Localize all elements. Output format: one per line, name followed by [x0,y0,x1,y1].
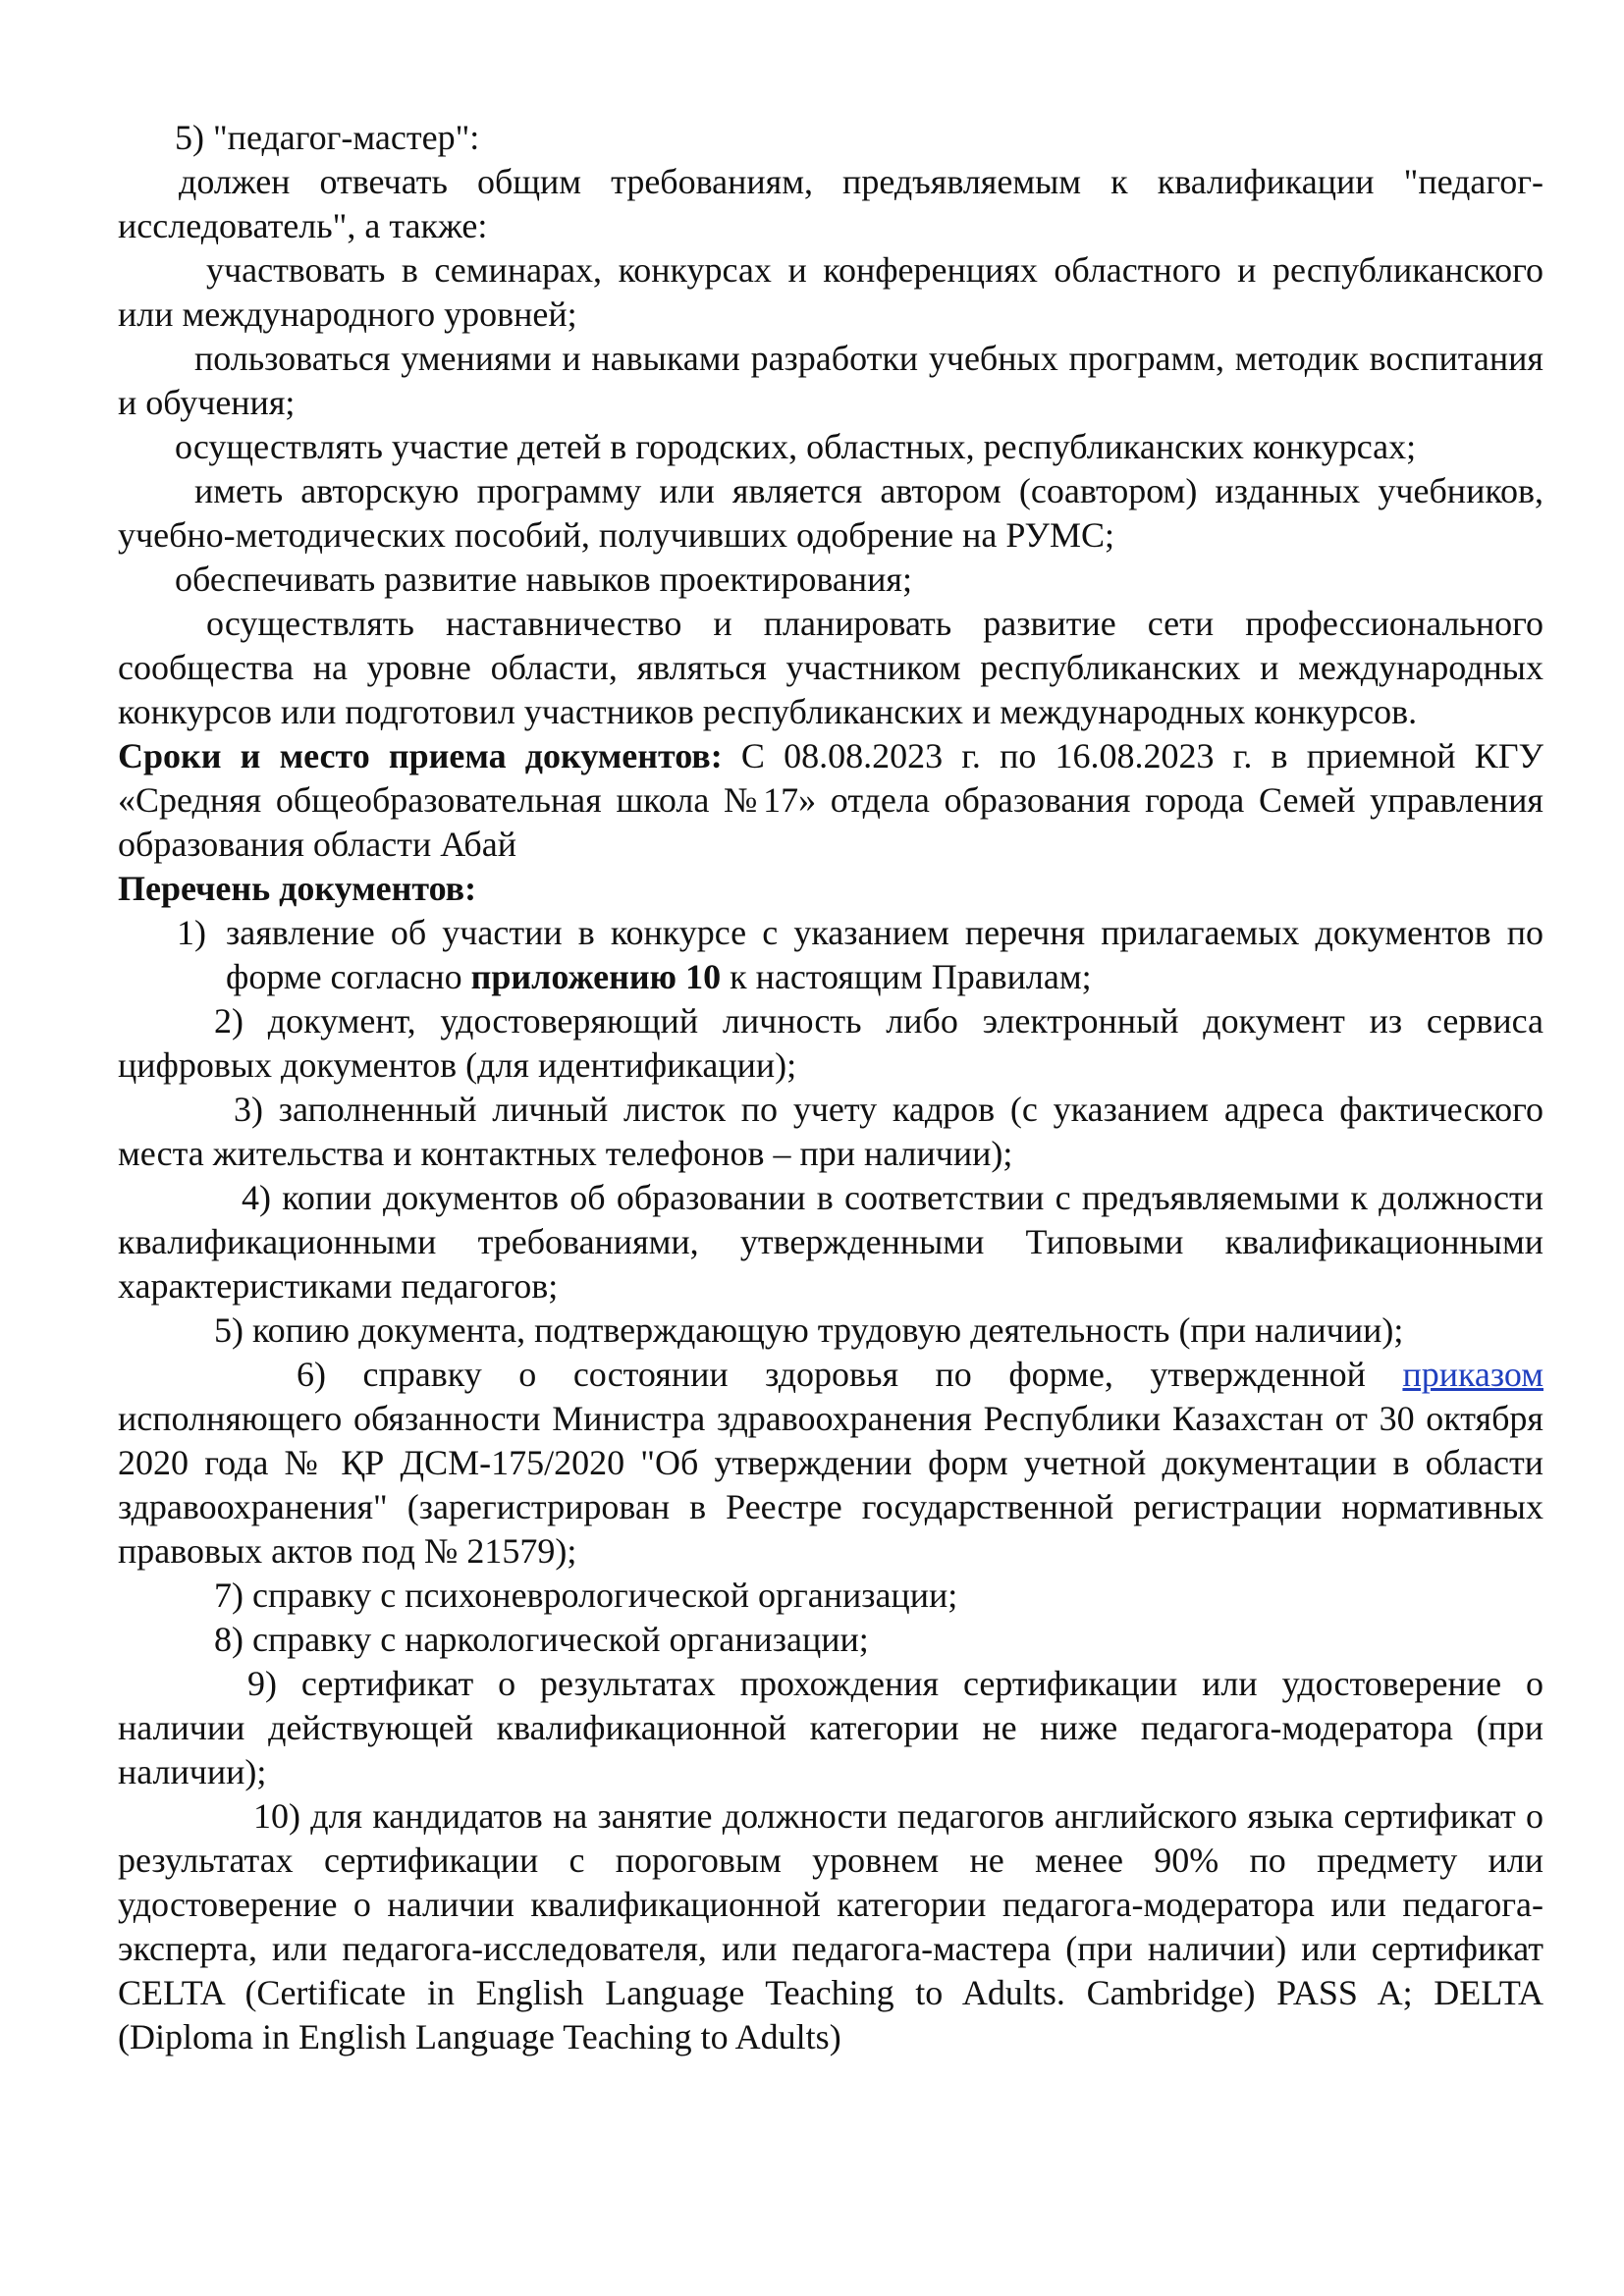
deadline-paragraph [118,734,1543,867]
document-item-1-text-end: к настоящим Правилам; [721,957,1092,996]
document-item-3: 3) заполненный личный листок по учету кадров (с указанием адреса фактического места жительства и контактных телефонов – при наличии); [118,1090,1543,1173]
documents-heading: Перечень документов: [118,869,477,908]
deadline-text: С 08.08.2023 г. по 16.08.2023 г. в приемной КГУ «Средняя общеобразовательная школа №17» отдела образования города Семей управления образования области Абай [118,736,1543,864]
document-item-9: 9) сертификат о результатах прохождения сертификации или удостоверение о наличии действующей квалификационной категории не ниже педагога-модератора (при наличии); [118,1664,1543,1791]
paragraph-mentoring: осуществлять наставничество и планировать развитие сети профессионального сообщества на уровне области, являться участником республиканских и международных конкурсов или подготовил участников республиканских и международных конкурсов. [118,604,1543,731]
document-item-1-number: 1) [177,913,206,952]
document-page [118,116,1543,2059]
document-item-7: 7) справку с психоневрологической организации; [214,1575,958,1615]
paragraph-general-requirements: должен отвечать общим требованиям, предъявляемым к квалификации "педагог-исследователь", а также: [118,162,1543,245]
document-item-6-text-end: исполняющего обязанности Министра здравоохранения Республики Казахстан от 30 октября 2020 года № ҚР ДСМ-175/2020 "Об утверждении форм учетной документации в области здравоохранения" (зарегистрирован в Реестре государственной регистрации нормативных правовых актов под № 21579); [118,1399,1543,1571]
document-item-10: 10) для кандидатов на занятие должности педагогов английского языка сертификат о результатах сертификации с пороговым уровнем не менее 90% по предмету или удостоверение о наличии квалификационной категории педагога-модератора или педагога-эксперта, или педагога-исследователя, или педагога-мастера (при наличии) или сертификат CELTA (Certificate in English Language Teaching to Adults. Cambridge) PASS A; DELTA (Diploma in English Language Teaching to Adults) [118,1796,1543,2056]
document-item-1-appendix: приложению 10 [470,957,722,996]
order-link[interactable]: приказом [1402,1355,1543,1394]
document-item-6 [118,1353,1543,1574]
document-item-8: 8) справку с наркологической организации; [214,1620,869,1659]
paragraph-master-heading: 5) "педагог-мастер": [175,118,480,157]
document-item-5: 5) копию документа, подтверждающую трудовую деятельность (при наличии); [214,1310,1404,1350]
paragraph-authorship: иметь авторскую программу или является автором (соавтором) изданных учебников, учебно-методических пособий, получивших одобрение на РУМС; [118,471,1543,555]
paragraph-seminars: участвовать в семинарах, конкурсах и конференциях областного и республиканского или международного уровней; [118,250,1543,334]
deadline-label: Сроки и место приема документов: [118,736,723,775]
document-item-6-text: 6) справку о состоянии здоровья по форме, утвержденной [297,1355,1403,1394]
document-item-1-text: заявление об участии в конкурсе с указанием перечня прилагаемых документов по форме согласно [226,913,1543,996]
document-item-1 [118,911,1543,999]
document-item-4: 4) копии документов об образовании в соответствии с предъявляемыми к должности квалификационными требованиями, утвержденными Типовыми квалификационными характеристиками педагогов; [118,1178,1543,1306]
paragraph-skills: пользоваться умениями и навыками разработки учебных программ, методик воспитания и обучения; [118,339,1543,422]
paragraph-design-skills: обеспечивать развитие навыков проектирования; [175,560,912,599]
paragraph-children-participation: осуществлять участие детей в городских, областных, республиканских конкурсах; [175,427,1417,466]
document-item-2: 2) документ, удостоверяющий личность либо электронный документ из сервиса цифровых документов (для идентификации); [118,1001,1543,1085]
